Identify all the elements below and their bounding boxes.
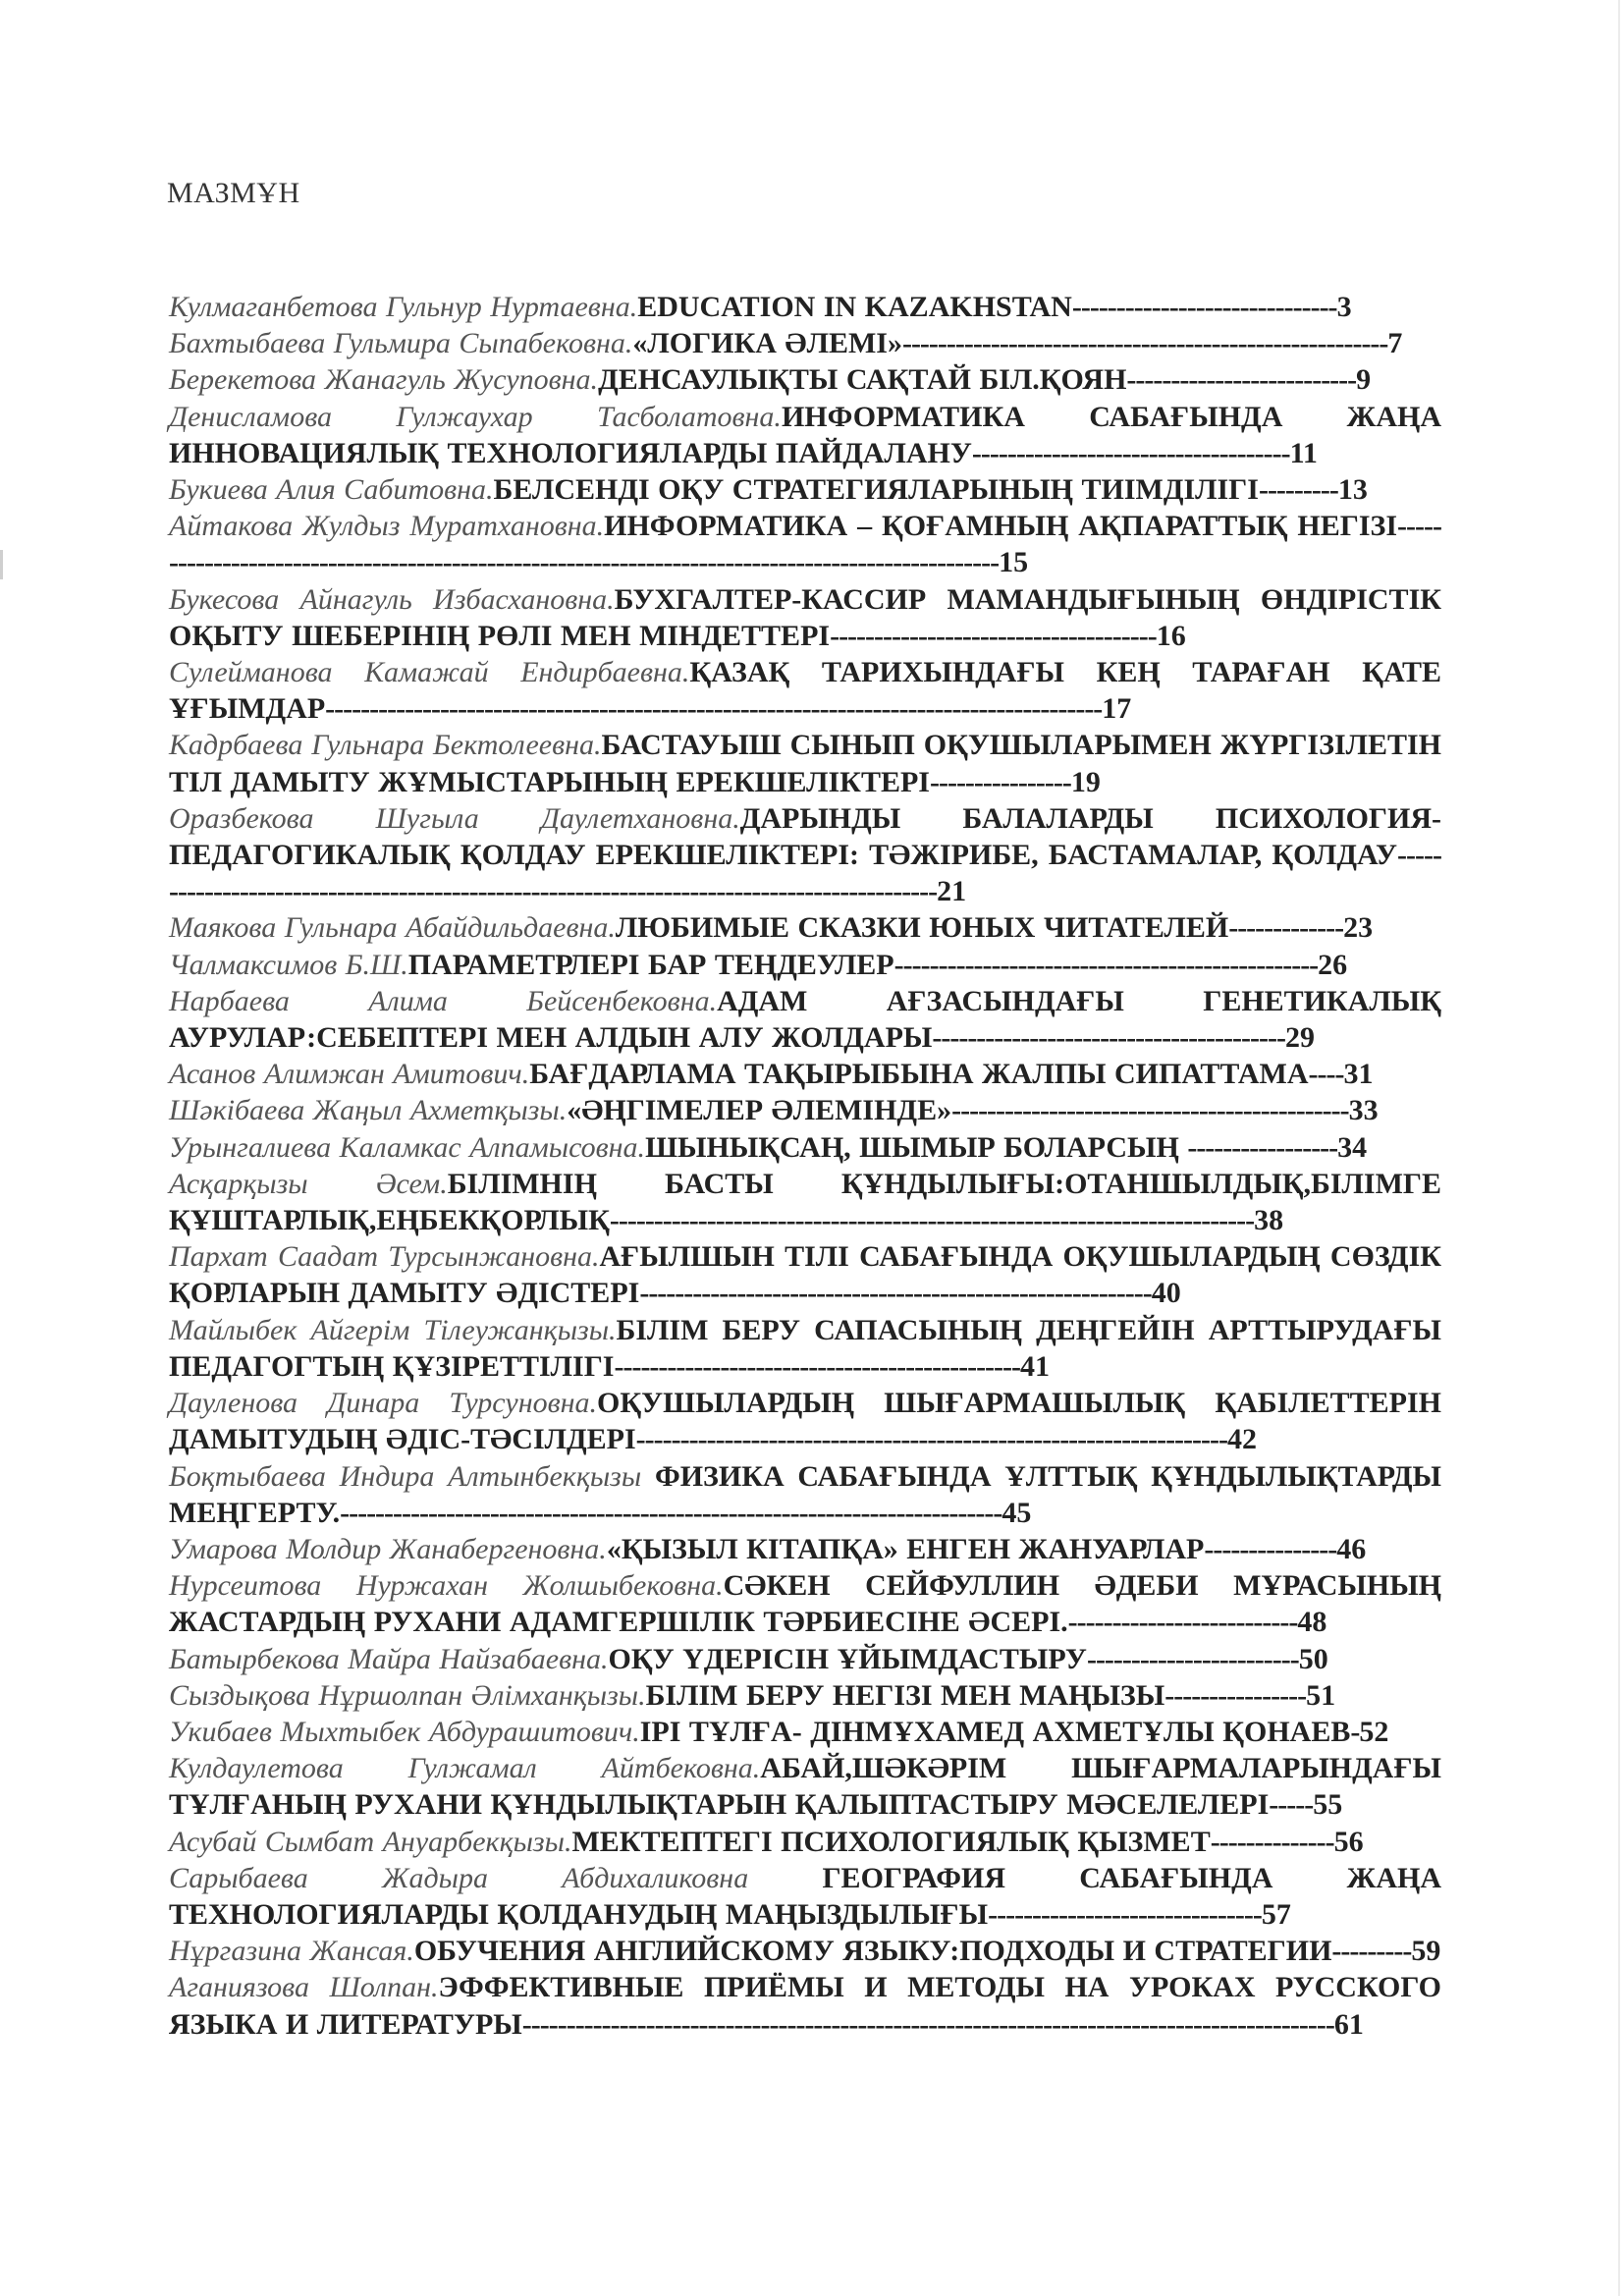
entry-title: АДАМ АҒЗАСЫНДАҒЫ ГЕНЕТИКАЛЫҚ АУРУЛАР:СЕБЕПТЕРІ МЕН АЛДЫН АЛУ ЖОЛДАРЫ [169,984,1442,1055]
entry-page-number: 56 [1333,1825,1364,1858]
entry-title: «ҚЫЗЫЛ КІТАПҚА» ЕНГЕН ЖАНУАРЛАР [606,1532,1205,1565]
entry-title: ОБУЧЕНИЯ АНГЛИЙСКОМУ ЯЗЫКУ:ПОДХОДЫ И СТРАТЕГИИ [413,1935,1332,1968]
entry-leader: ------------------------------------------------------- [901,327,1388,360]
entry-page-number: 57 [1261,1897,1291,1931]
entry-author: Бахтыбаева Гульмира Сыпабековна. [169,327,633,360]
entry-title: СӘКЕН СЕЙФУЛЛИН ӘДЕБИ МҰРАСЫНЫҢ ЖАСТАРДЫҢ РУХАНИ АДАМГЕРШІЛІК ТӘРБИЕСІНЕ ӘСЕРІ. [169,1569,1441,1639]
toc-entry [169,1056,1441,1092]
entry-page-number: 9 [1356,363,1372,397]
entry-title: ОҚУ ҮДЕРІСІН ҰЙЫМДАСТЫРУ [608,1642,1087,1675]
toc-entry [169,1860,1441,1933]
entry-leader: -------------------------- [1067,1606,1298,1639]
entry-leader: ------------------------------- [988,1897,1262,1931]
toc-entry [169,1092,1441,1128]
entry-author: Дауленова Динара Турсуновна. [169,1387,598,1420]
entry-title: АБАЙ,ШӘКӘРІМ ШЫҒАРМАЛАРЫНДАҒЫ ТҰЛҒАНЫҢ РУХАНИ ҚҰНДЫЛЫҚТАРЫН ҚАЛЫПТАСТЫРУ МӘСЕЛЕЛЕРІ [169,1752,1441,1822]
toc-entry [169,1458,1441,1531]
scan-artifact [1618,0,1620,2296]
entry-page-number: 41 [1020,1349,1051,1383]
entry-author: Майлыбек Айгерім Тілеужанқызы. [169,1313,617,1346]
entry-title: ШЫНЫҚСАҢ, ШЫМЫР БОЛАРСЫҢ [645,1130,1188,1164]
toc-entry [169,1933,1441,1969]
entry-leader: --------- [1258,473,1338,507]
entry-page-number: 42 [1227,1423,1258,1456]
toc-entry [169,325,1441,361]
entry-leader: --------- [1331,1935,1412,1968]
entry-page-number: 61 [1333,2007,1364,2041]
entry-title: EDUCATION IN KAZAKHSTAN [637,291,1072,323]
entry-author: Маякова Гульнара Абайдильдаевна. [169,911,616,945]
entry-leader: ---------------------------------------- [932,1021,1285,1055]
entry-title: ПАРАМЕТРЛЕРІ БАР ТЕҢДЕУЛЕР [407,948,894,981]
entry-page-number: 46 [1336,1532,1367,1565]
entry-page-number: 26 [1318,948,1348,981]
toc-entry [169,800,1441,910]
entry-author: Букиева Алия Сабитовна. [169,473,494,507]
page-title: МАЗМҰН [167,177,300,209]
toc-entry [169,654,1441,727]
toc-entry [169,947,1441,983]
entry-page-number: 11 [1289,436,1318,469]
entry-leader: ------------- [1228,911,1344,945]
entry-author: Нұргазина Жансая. [169,1935,414,1968]
entry-title: БІЛІМ БЕРУ НЕГІЗІ МЕН МАҢЫЗЫ [645,1678,1165,1712]
entry-leader: ------------------------------------------------------------------- [635,1423,1228,1456]
entry-title: БЕЛСЕНДІ ОҚУ СТРАТЕГИЯЛАРЫНЫҢ ТИІМДІЛІГІ [493,473,1259,507]
entry-title: БАСТАУЫШ СЫНЫП ОҚУШЫЛАРЫМЕН ЖҮРГІЗІЛЕТІН ТІЛ ДАМЫТУ ЖҰМЫСТАРЫНЫҢ ЕРЕКШЕЛІКТЕРІ [169,729,1441,798]
toc-entry [169,1714,1441,1750]
entry-author: Кадрбаева Гульнара Бектолеевна. [169,729,602,762]
toc-entry [169,1238,1441,1311]
entry-title: «ЛОГИКА ӘЛЕМІ» [632,327,902,360]
toc-entry [169,361,1441,398]
entry-title: БУХГАЛТЕР-КАССИР МАМАНДЫҒЫНЫҢ ӨНДІРІСТІК ОҚЫТУ ШЕБЕРІНІҢ РӨЛІ МЕН МІНДЕТТЕРІ [169,582,1441,652]
entry-leader: ---------------- [1164,1678,1307,1712]
entry-page-number: 15 [999,546,1029,579]
entry-author: Асқарқызы Әсем. [169,1167,448,1200]
entry-title: БІЛІМНІҢ БАСТЫ ҚҰНДЫЛЫҒЫ:ОТАНШЫЛДЫҚ,БІЛІМГЕ ҚҰШТАРЛЫҚ,ЕҢБЕКҚОРЛЫҚ [169,1167,1441,1237]
scan-artifact [0,550,3,579]
entry-leader: --------------------------------------------- [951,1094,1349,1127]
toc-entry [169,1129,1441,1166]
entry-leader: ------------------------------ [1071,291,1337,323]
entry-author: Кулмаганбетова Гульнур Нуртаевна. [169,291,638,323]
entry-title: ГЕОГРАФИЯ САБАҒЫНДА ЖАҢА ТЕХНОЛОГИЯЛАРДЫ ҚОЛДАНУДЫҢ МАҢЫЗДЫЛЫҒЫ [169,1861,1441,1931]
entry-author: Айтакова Жулдыз Муратхановна. [169,510,605,543]
entry-page-number: 3 [1336,291,1352,323]
toc-entry [169,508,1441,580]
entry-page-number: 55 [1313,1788,1343,1822]
entry-page-number: 13 [1337,473,1368,507]
toc-entry [169,1641,1441,1677]
toc-entry [169,1677,1441,1714]
entry-title: ЛЮБИМЫЕ СКАЗКИ ЮНЫХ ЧИТАТЕЛЕЙ [615,911,1229,945]
entry-author: Нурсеитова Нуржахан Жолшыбековна. [169,1569,724,1603]
entry-author: Чалмаксимов Б.Ш. [169,948,408,981]
entry-title: ДЕНСАУЛЫҚТЫ САҚТАЙ БІЛ.ҚОЯН [598,363,1127,397]
entry-leader: -------------------------------------------------------------------------------------------- [521,2007,1334,2041]
entry-title: ЭФФЕКТИВНЫЕ ПРИЁМЫ И МЕТОДЫ НА УРОКАХ РУССКОГО ЯЗЫКА И ЛИТЕРАТУРЫ [169,1971,1441,2041]
entry-title: ІРІ ТҰЛҒА- ДІНМҰХАМЕД АХМЕТҰЛЫ ҚОНАЕВ [639,1715,1351,1748]
entry-title: ДАРЫНДЫ БАЛАЛАРДЫ ПСИХОЛОГИЯ-ПЕДАГОГИКАЛЫҚ ҚОЛДАУ ЕРЕКШЕЛІКТЕРІ: ТӘЖІРИБЕ, БАСТАМАЛАР, ҚОЛДАУ [169,801,1441,872]
entry-author: Шәкібаева Жаңыл Ахметқызы. [169,1094,568,1127]
entry-leader: - [1350,1715,1360,1748]
entry-leader: ---- [1308,1058,1344,1091]
entry-leader: ---------------- [929,765,1071,798]
toc-entry [169,289,1441,325]
entry-leader: ------------------------------------------------ [893,948,1319,981]
entry-page-number: 45 [1001,1496,1032,1529]
toc-entry [169,983,1441,1056]
toc-entry [169,1824,1441,1860]
entry-leader: --------------- [1204,1532,1337,1565]
entry-leader: ------------------------------------ [971,436,1290,469]
entry-author: Сыздықова Нұршолпан Әлімханқызы. [169,1678,646,1712]
toc-entry [169,399,1441,471]
entry-leader: --------------------------------------------------------------------------- [340,1496,1002,1529]
entry-page-number: 59 [1411,1935,1441,1968]
entry-leader: ---------------------------------------------------------------------------------------- [325,692,1103,726]
entry-page-number: 29 [1284,1021,1315,1055]
entry-title: ОҚУШЫЛАРДЫҢ ШЫҒАРМАШЫЛЫҚ ҚАБІЛЕТТЕРІН ДАМЫТУДЫҢ ӘДІС-ТӘСІЛДЕРІ [169,1387,1441,1456]
entry-leader: --------------------------------------------------------------------------------------------------- [169,510,1441,579]
toc-entry [169,1567,1441,1640]
toc-entry [169,581,1441,654]
entry-title: АҒЫЛШЫН ТІЛІ САБАҒЫНДА ОҚУШЫЛАРДЫҢ СӨЗДІК ҚОРЛАРЫН ДАМЫТУ ӘДІСТЕРІ [169,1240,1441,1310]
entry-author: Букесова Айнагуль Избасхановна. [169,582,615,616]
entry-page-number: 34 [1337,1130,1368,1164]
entry-title: ҚАЗАҚ ТАРИХЫНДАҒЫ КЕҢ ТАРАҒАН ҚАТЕ ҰҒЫМДАР [169,656,1441,726]
toc-entry [169,909,1441,946]
entry-author: Умарова Молдир Жанабергеновна. [169,1532,607,1565]
entry-page-number: 23 [1343,911,1374,945]
entry-author: Пархат Саадат Турсынжановна. [169,1240,600,1274]
entry-leader: ----------------- [1187,1130,1338,1164]
entry-author: Оразбекова Шугыла Даулетхановна. [169,801,740,835]
entry-author: Асубай Сымбат Ануарбекқызы. [169,1825,572,1858]
entry-leader: ---------------------------------------------- [614,1349,1021,1383]
entry-author: Батырбекова Майра Найзабаевна. [169,1642,609,1675]
entry-page-number: 31 [1343,1058,1374,1091]
entry-author: Нарбаева Алима Бейсенбековна. [169,984,718,1017]
entry-page-number: 33 [1348,1094,1379,1127]
entry-leader: ---------------------------------------------------------- [639,1277,1152,1310]
entry-author: Сарыбаева Жадыра Абдихаликовна [169,1861,823,1894]
entry-title: МЕКТЕПТЕГІ ПСИХОЛОГИЯЛЫҚ ҚЫЗМЕТ [571,1825,1211,1858]
entry-leader: ------------------------------------------------------------------------- [609,1204,1255,1237]
entry-author: Берекетова Жанагуль Жусуповна. [169,363,599,397]
toc-entry [169,727,1441,799]
entry-page-number: 40 [1151,1277,1181,1310]
table-of-contents [169,289,1441,2043]
toc-entry [169,1969,1441,2042]
toc-entry [169,1750,1441,1823]
entry-title: «ӘҢГІМЕЛЕР ӘЛЕМІНДЕ» [567,1094,952,1127]
entry-title: ИНФОРМАТИКА САБАҒЫНДА ЖАҢА ИННОВАЦИЯЛЫҚ ТЕХНОЛОГИЯЛАРДЫ ПАЙДАЛАНУ [169,400,1441,469]
entry-page-number: 50 [1298,1642,1328,1675]
entry-leader: ------------------------------------- [830,619,1157,652]
entry-title: ИНФОРМАТИКА – ҚОҒАМНЫҢ АҚПАРАТТЫҚ НЕГІЗІ [604,510,1398,543]
entry-page-number: 16 [1156,619,1186,652]
entry-page-number: 51 [1306,1678,1336,1712]
toc-entry [169,471,1441,508]
entry-author: Аганиязова Шолпан. [169,1971,439,2004]
entry-author: Боқтыбаева Индира Алтынбекқызы [169,1459,655,1493]
entry-author: Урынгалиева Каламкас Алпамысовна. [169,1130,646,1164]
entry-leader: -------------------------- [1126,363,1357,397]
entry-page-number: 38 [1254,1204,1284,1237]
entry-author: Укибаев Мыхтыбек Абдурашитович. [169,1715,640,1748]
entry-title: БІЛІМ БЕРУ САПАСЫНЫҢ ДЕҢГЕЙІН АРТТЫРУДАҒЫ ПЕДАГОГТЫҢ ҚҰЗІРЕТТІЛІГІ [169,1313,1441,1383]
entry-page-number: 19 [1070,765,1101,798]
entry-page-number: 52 [1359,1715,1389,1748]
entry-title: ФИЗИКА САБАҒЫНДА ҰЛТТЫҚ ҚҰНДЫЛЫҚТАРДЫ МЕҢГЕРТУ. [169,1459,1441,1529]
entry-page-number: 17 [1102,692,1132,726]
entry-leader: ----- [1269,1788,1314,1822]
toc-entry [169,1385,1441,1457]
entry-author: Сулейманова Камажай Ендирбаевна. [169,656,690,689]
toc-entry [169,1166,1441,1238]
toc-entry [169,1531,1441,1567]
entry-leader: -------------- [1210,1825,1334,1858]
entry-title: БАҒДАРЛАМА ТАҚЫРЫБЫНА ЖАЛПЫ СИПАТТАМА [529,1058,1309,1091]
entry-page-number: 7 [1387,327,1403,360]
entry-author: Денисламова Гулжаухар Тасболатовна. [169,400,782,433]
entry-leader: -------------------------------------------------------------------------------------------- [169,839,1441,908]
entry-author: Асанов Алимжан Амитович. [169,1058,530,1091]
entry-page-number: 21 [937,875,967,908]
entry-leader: ------------------------ [1086,1642,1299,1675]
entry-page-number: 48 [1297,1606,1327,1639]
toc-entry [169,1312,1441,1385]
entry-author: Кулдаулетова Гулжамал Айтбековна. [169,1752,761,1785]
